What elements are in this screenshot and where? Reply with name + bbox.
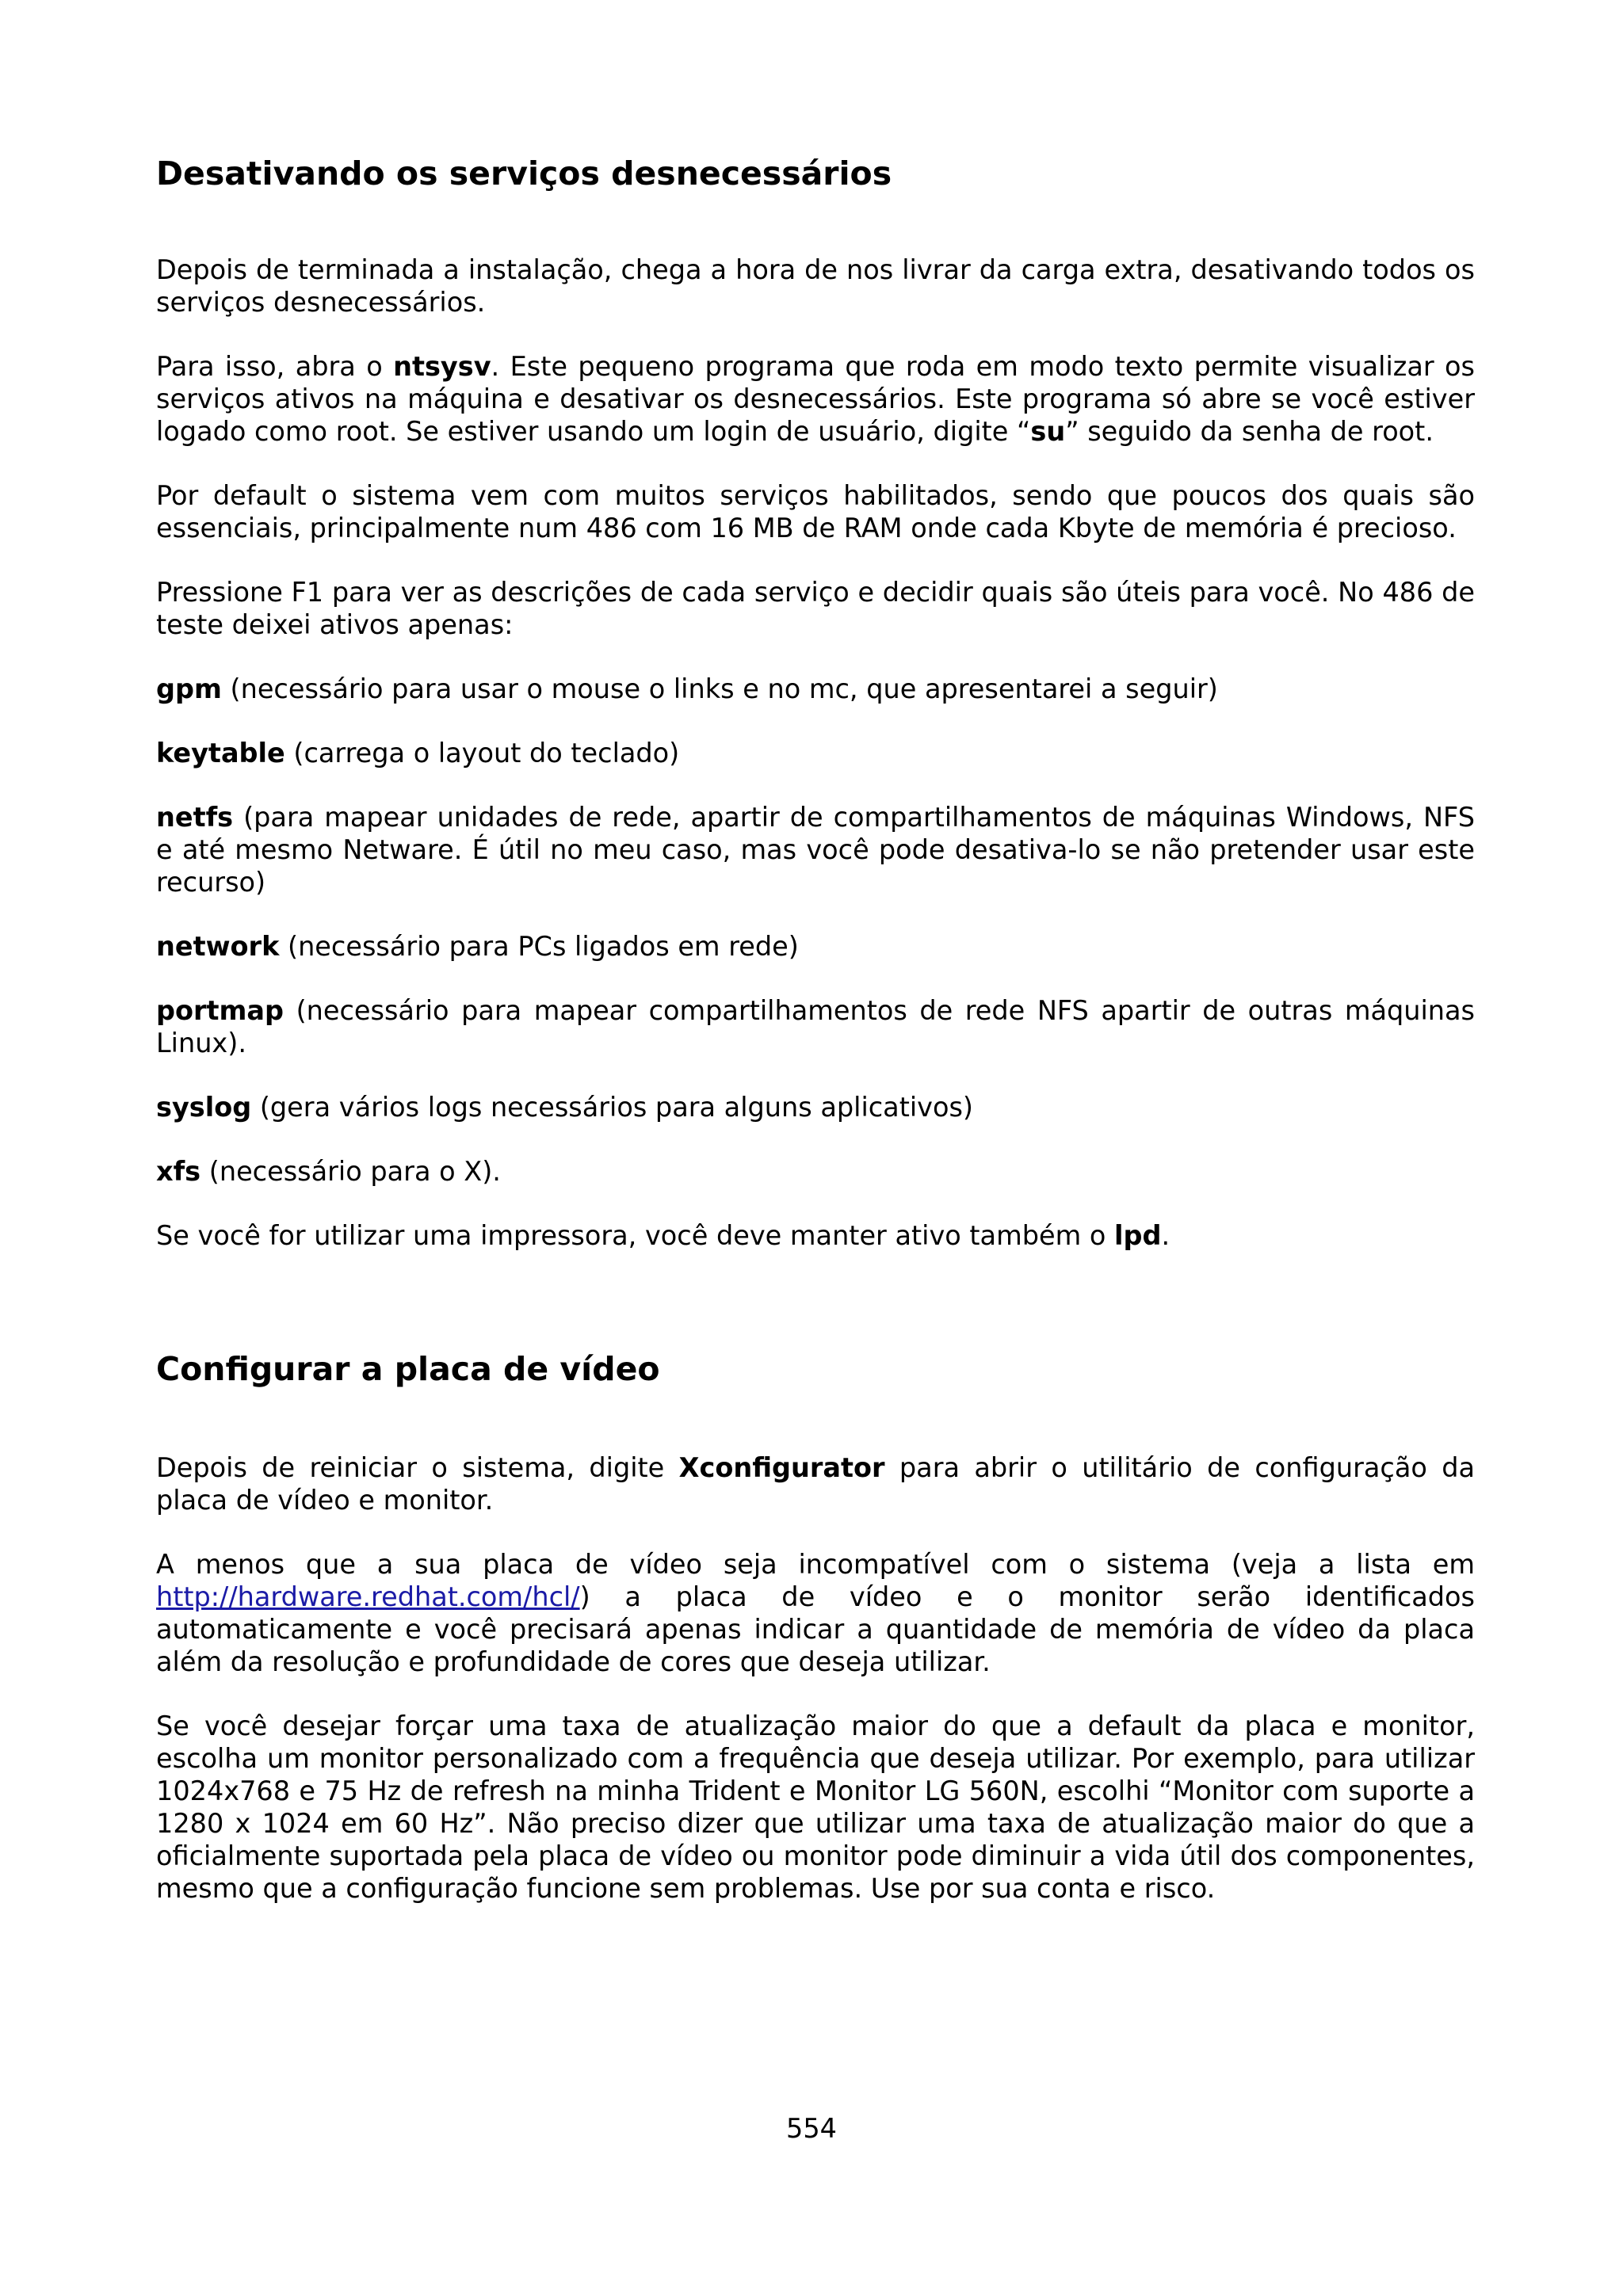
- page-number: 554: [786, 2113, 837, 2144]
- service-item-netfs: [156, 801, 1475, 898]
- paragraph-refresh-rate: Se você desejar forçar uma taxa de atualização maior do que a default da placa e monitor, escolha um monitor personalizado com a frequência que deseja utilizar. Por exemplo, para utilizar 1024x768 e 75 Hz de refresh na minha Trident e Monitor LG 560N, escolhi “Monitor com suporte a 1280 x 1024 em 60 Hz”. Não preciso dizer que utilizar uma taxa de atualização maior do que a oficialmente suportada pela placa de vídeo ou monitor pode diminuir a vida útil dos componentes, mesmo que a configuração funcione sem problemas. Use por sua conta e risco.: [156, 1711, 1475, 1904]
- command-su: su: [1030, 416, 1066, 447]
- service-item-keytable: [156, 737, 1475, 769]
- paragraph-default-services: Por default o sistema vem com muitos serviços habilitados, sendo que poucos dos quais são essenciais, principalmente num 486 com 16 MB de RAM onde cada Kbyte de memória é precioso.: [156, 480, 1475, 543]
- paragraph-printer-lpd: [156, 1219, 1475, 1252]
- text: A menos que a sua placa de vídeo seja incompatível com o sistema (veja a lista em: [156, 1549, 1475, 1580]
- service-name: network: [156, 931, 280, 962]
- service-desc: (necessário para o X).: [200, 1156, 501, 1187]
- service-desc: (necessário para PCs ligados em rede): [279, 931, 799, 962]
- text: ) a placa de vídeo e o monitor serão identificados automaticamente e você precisará apenas indicar a quantidade de memória de vídeo da placa além da resolução e profundidade de cores que deseja utilizar.: [156, 1581, 1475, 1677]
- service-desc: (carrega o layout do teclado): [285, 738, 680, 769]
- text: ” seguido da senha de root.: [1065, 416, 1434, 447]
- paragraph-f1-help: Pressione F1 para ver as descrições de cada serviço e decidir quais são úteis para você. No 486 de teste deixei ativos apenas:: [156, 577, 1475, 640]
- section-heading-video-card: Configurar a placa de vídeo: [156, 1350, 660, 1388]
- hcl-link[interactable]: http://hardware.redhat.com/hcl/: [156, 1581, 580, 1612]
- paragraph-intro: Depois de terminada a instalação, chega a hora de nos livrar da carga extra, desativando todos os serviços desnecessários.: [156, 254, 1475, 318]
- service-desc: (necessário para usar o mouse o links e no mc, que apresentarei a seguir): [221, 673, 1218, 704]
- service-desc: (necessário para mapear compartilhamentos de rede NFS apartir de outras máquinas Linux).: [156, 995, 1475, 1058]
- paragraph-hardware-list: [156, 1548, 1475, 1678]
- command-ntsysv: ntsysv: [393, 351, 491, 382]
- service-item-portmap: [156, 994, 1475, 1059]
- paragraph-xconfigurator: [156, 1451, 1475, 1516]
- service-item-xfs: [156, 1155, 1475, 1188]
- service-item-gpm: [156, 673, 1475, 705]
- section-heading-disable-services: Desativando os serviços desnecessários: [156, 154, 892, 193]
- text: Se você for utilizar uma impressora, você deve manter ativo também o: [156, 1220, 1115, 1251]
- text: .: [1161, 1220, 1170, 1251]
- service-item-syslog: [156, 1091, 1475, 1123]
- service-item-network: [156, 930, 1475, 963]
- service-name: syslog: [156, 1092, 252, 1123]
- service-name: netfs: [156, 802, 234, 833]
- command-xconfigurator: Xconfigurator: [678, 1452, 885, 1483]
- service-name: portmap: [156, 995, 285, 1026]
- service-name: keytable: [156, 738, 285, 769]
- text: . Este pequeno programa que roda em modo texto permite visualizar os serviços ativos na máquina e desativar os desnecessários. Este programa só abre se você estiver logado como root. Se estiver usando um login de usuário, digite “: [156, 351, 1475, 447]
- text: Depois de reiniciar o sistema, digite: [156, 1452, 679, 1483]
- service-desc: (para mapear unidades de rede, apartir de compartilhamentos de máquinas Windows, NFS e até mesmo Netware. É útil no meu caso, mas você pode desativa-lo se não pretender usar este recurso): [156, 802, 1475, 898]
- service-name: xfs: [156, 1156, 201, 1187]
- service-name: gpm: [156, 673, 222, 704]
- service-desc: (gera vários logs necessários para alguns aplicativos): [251, 1092, 973, 1123]
- command-lpd: lpd: [1114, 1220, 1162, 1251]
- text: para abrir o utilitário de configuração da placa de vídeo e monitor.: [156, 1452, 1475, 1516]
- paragraph-ntsysv: [156, 350, 1475, 448]
- text: Para isso, abra o: [156, 351, 394, 382]
- page-content: [156, 154, 1475, 1905]
